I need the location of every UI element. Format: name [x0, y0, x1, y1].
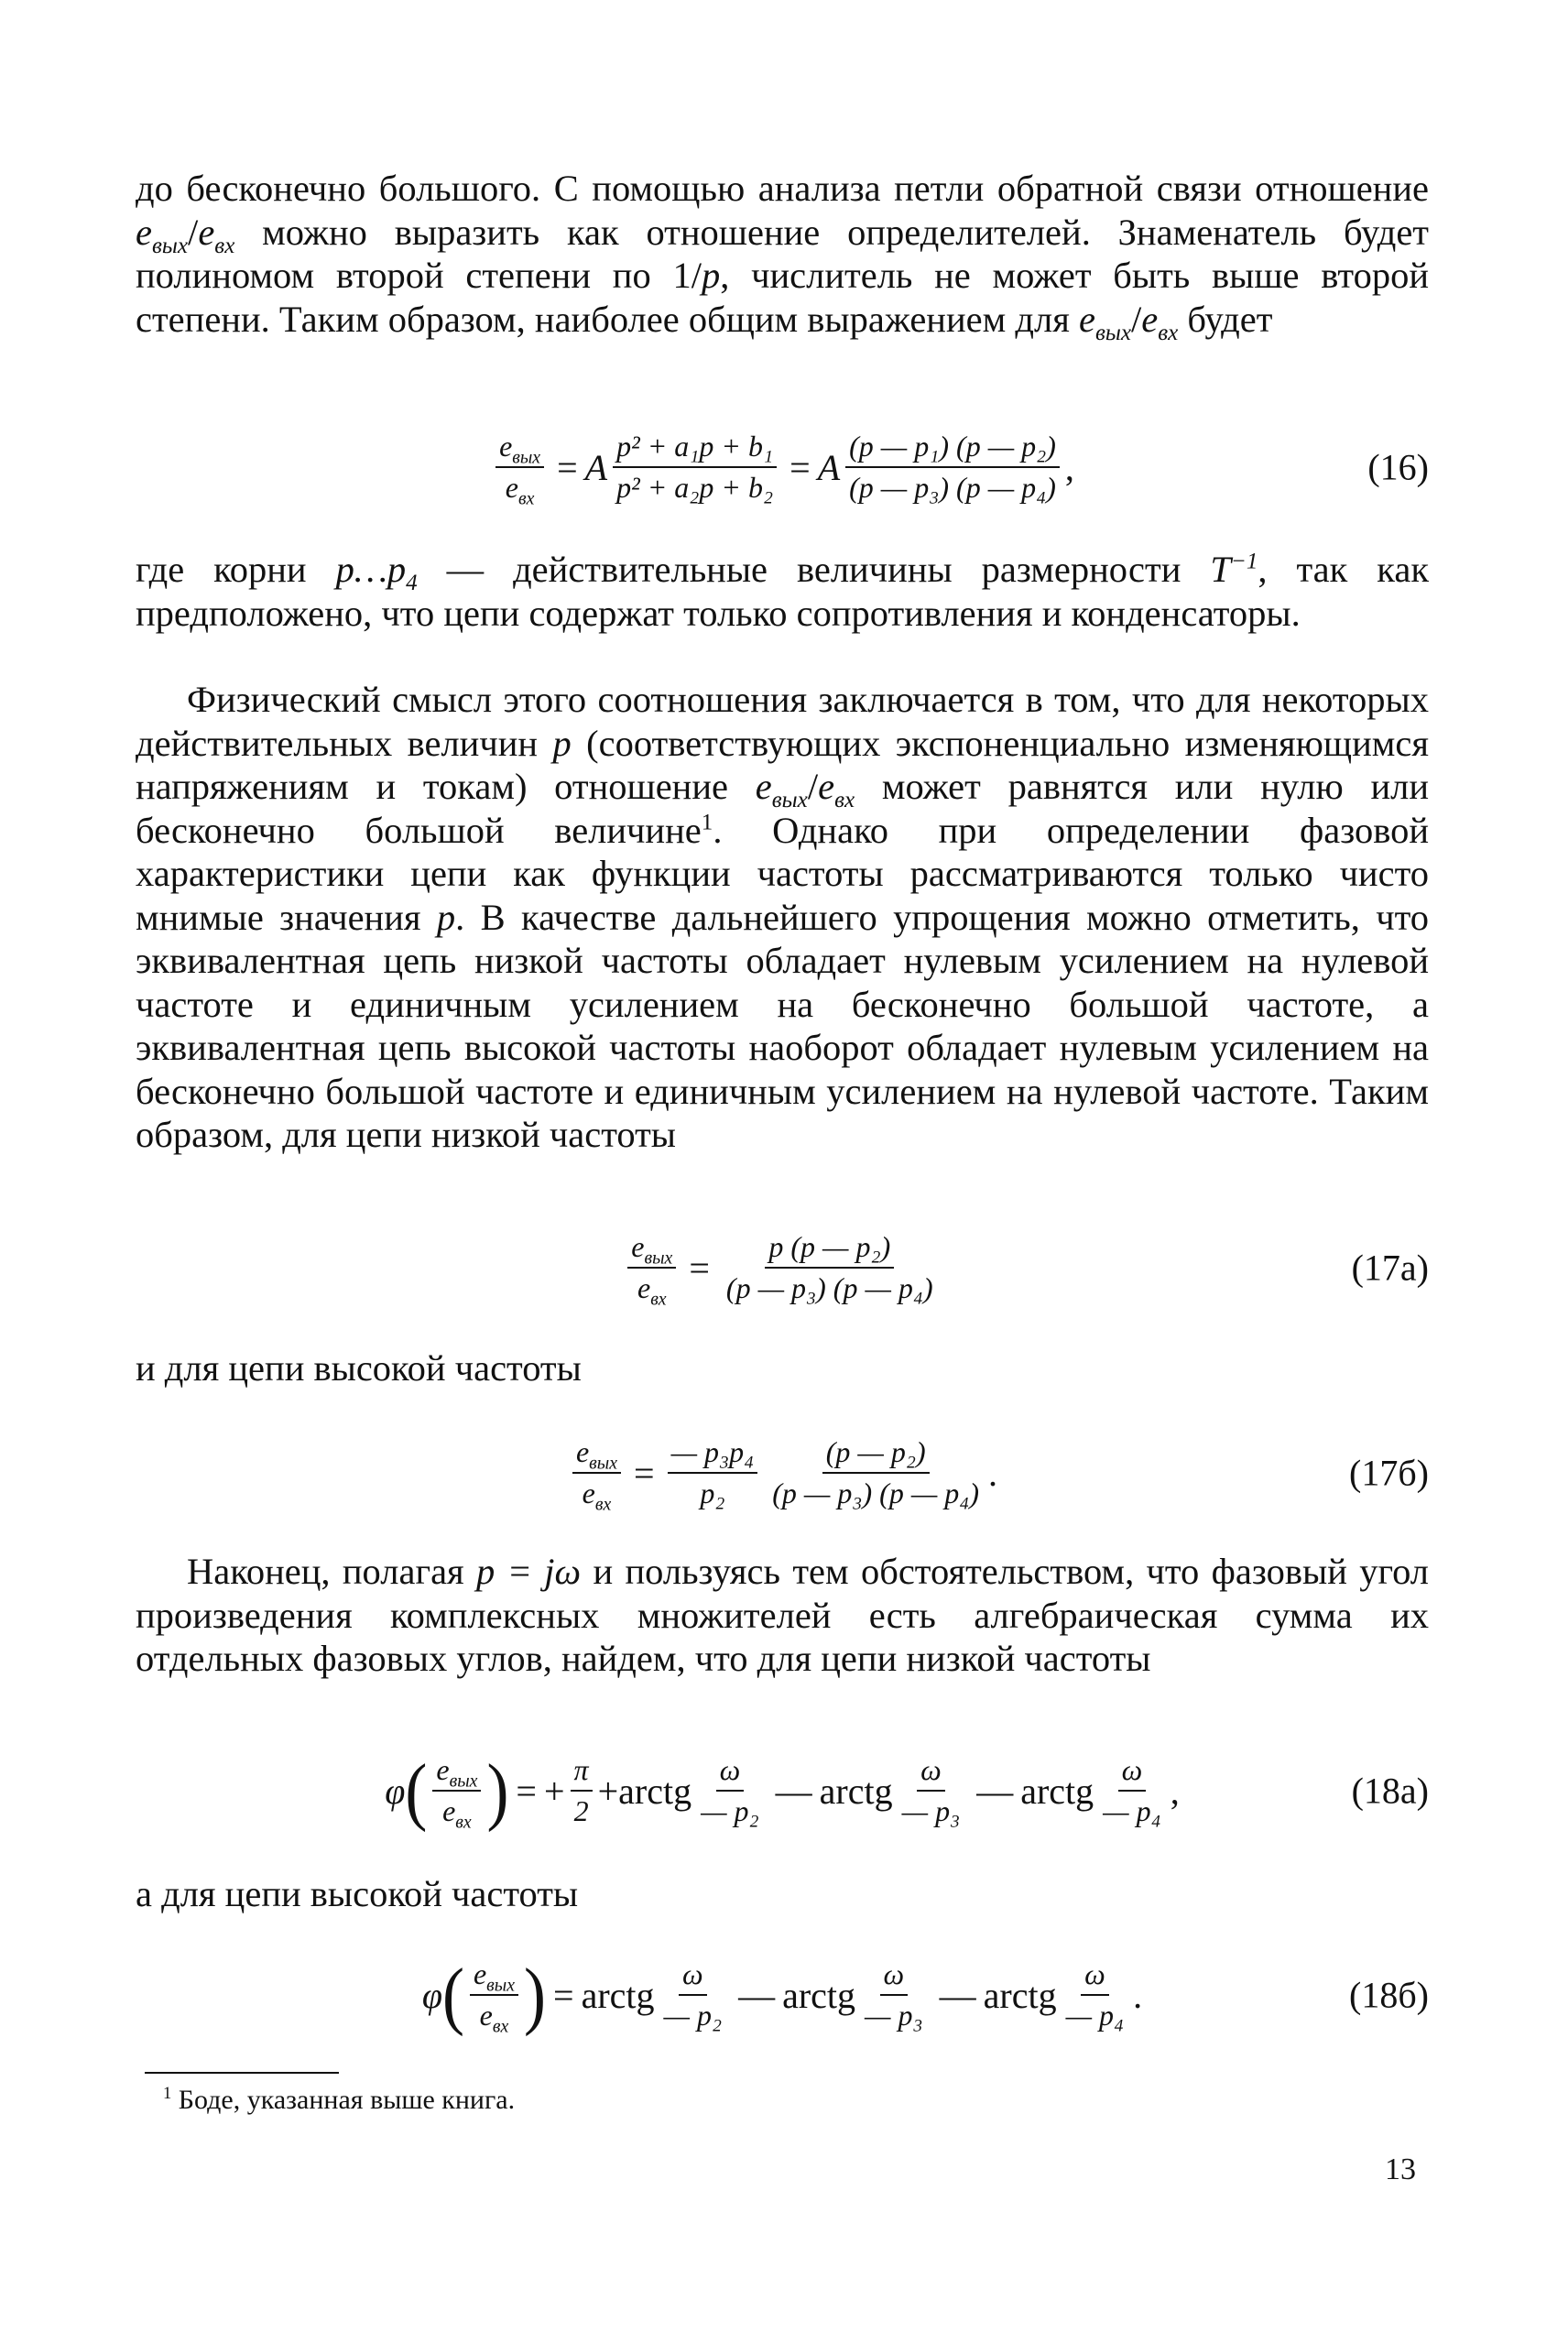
- equation-number: (16): [1367, 446, 1429, 488]
- paragraph-6: [136, 1872, 1429, 1916]
- arctg-function: arctg: [618, 1770, 692, 1812]
- arctg-argument-3: $\frac{\omega}{\text{— p₄}}$: [1103, 1753, 1161, 1827]
- page-number: 13: [1385, 2152, 1416, 2186]
- phi-symbol: φ: [421, 1974, 442, 2016]
- arctg-function: arctg: [819, 1770, 893, 1812]
- equals-sign: =: [789, 446, 811, 488]
- text: где корни: [136, 549, 336, 590]
- text: . В качестве дальнейшего упрощения можно отметить, что эквивалентная цепь низкой частоты обладает нулевым усилением на нулевой частоте и единичным усилением на бесконечно большой частоте, а эквивалентная цепь высокой частоты наоборот обладает нулевым усилением на бесконечно большой частоте и единичным усилением на нулевой частоте. Таким образом, для цепи низкой частоты: [136, 896, 1430, 1155]
- minus-sign: —: [939, 1974, 976, 2016]
- equation-number: (18б): [1349, 1974, 1429, 2016]
- p-equals-jw: p = jω: [476, 1551, 582, 1592]
- arctg-argument-2: $\frac{\omega}{\text{— p₃}}$: [901, 1753, 961, 1827]
- arctg-argument-2: $\frac{\omega}{\text{— p₃}}$: [865, 1957, 923, 2032]
- ratio-e-in: $e_{вх}$: [1141, 298, 1179, 345]
- equation-number: (17а): [1351, 1247, 1429, 1289]
- factored-fraction: $\frac{\text{(p — p₁) (p — p₂)}}{\text{(p — p₃) (p — p₄)}}$: [845, 430, 1060, 505]
- equation-16: [136, 423, 1429, 511]
- plus-sign: +: [543, 1770, 565, 1812]
- equation-17a: [136, 1224, 1429, 1312]
- paragraph-1: [136, 167, 1429, 345]
- period: .: [1133, 1974, 1143, 2016]
- text: Наконец, полагая: [187, 1551, 477, 1592]
- equation-18b: [136, 1949, 1429, 2041]
- roots: $p\dots p_4$: [335, 549, 418, 596]
- slash: /: [1131, 298, 1142, 340]
- ratio-e-in: $e_{вх}$: [818, 766, 855, 813]
- ratio-e-in: $e_{вх}$: [198, 211, 235, 258]
- text: (соответствующих экспоненциально изменяющимся напряжениям и токам) отношение: [136, 722, 1430, 807]
- text: , числитель не может быть выше второй степени. Таким образом, наиболее общим выражением для: [136, 255, 1429, 340]
- left-paren: (: [441, 1953, 464, 2037]
- text: и для цепи высокой частоты: [136, 1347, 582, 1389]
- text: а для цепи высокой частоты: [136, 1873, 579, 1914]
- text: до бесконечно большого. С помощью анализа петли обратной связи отношение: [136, 168, 1429, 209]
- footnote-text: Боде, указанная выше книга.: [171, 2085, 516, 2115]
- minus-sign: —: [775, 1770, 812, 1812]
- text: и пользуясь тем обстоятельством, что фазовый угол произведения комплексных множителей есть алгебраическая сумма их отдельных фазовых углов, найдем, что для цепи низкой частоты: [136, 1551, 1429, 1679]
- period: .: [988, 1452, 998, 1494]
- text: может равнятся или нулю или бесконечно большой величине: [136, 766, 1430, 851]
- footnote-mark: 1: [163, 2084, 172, 2103]
- var-p: p: [552, 722, 572, 764]
- comma: ,: [1064, 446, 1074, 488]
- coefficient-fraction: $\frac{\text{— p₃p₄}}{\text{p₂}}$: [668, 1435, 758, 1510]
- eout-ein-fraction: $\frac{e_{вых}}{e_{вх}}$: [495, 430, 544, 505]
- text: можно выразить как отношение определителей. Знаменатель будет полиномом второй степени по 1/: [136, 211, 1429, 296]
- coef-a: A: [584, 446, 608, 488]
- footnote-divider: [145, 2072, 339, 2074]
- footnote: [163, 2085, 515, 2116]
- arctg-argument-3: $\frac{\omega}{\text{— p₄}}$: [1065, 1957, 1125, 2032]
- slash: /: [807, 766, 819, 807]
- eout-ein-fraction: $\frac{e_{вых}}{e_{вх}}$: [572, 1435, 621, 1510]
- text: — действительные величины размерности: [417, 549, 1211, 590]
- equation-17b: [136, 1429, 1429, 1517]
- text: будет: [1178, 298, 1273, 340]
- paragraph-5: [136, 1550, 1429, 1681]
- ratio-e-out: $e_{вых}$: [1078, 298, 1131, 345]
- arctg-argument-1: $\frac{\omega}{\text{— p₂}}$: [701, 1753, 759, 1827]
- equation-number: (17б): [1349, 1452, 1429, 1494]
- equals-sign: =: [689, 1247, 710, 1289]
- pi-half-fraction: $\frac{\pi}{2}$: [571, 1753, 593, 1828]
- minus-sign: —: [738, 1974, 776, 2016]
- text: . Однако при определении фазовой характеристики цепи как функции частоты рассматриваются только чисто мнимые значения: [136, 809, 1429, 938]
- paragraph-2: [136, 548, 1429, 635]
- plus-sign: +: [597, 1770, 619, 1812]
- equation-18a: [136, 1745, 1429, 1836]
- dimension-t: $T^{-1}$: [1210, 549, 1258, 590]
- right-paren: ): [524, 1953, 546, 2037]
- slash: /: [188, 211, 199, 253]
- comma: ,: [1170, 1770, 1180, 1812]
- paragraph-3: [136, 678, 1429, 1157]
- ratio-e-out: $e_{вых}$: [136, 211, 189, 258]
- left-paren: (: [405, 1749, 428, 1833]
- eout-ein-fraction: $\frac{e_{вых}}{e_{вх}}$: [627, 1230, 676, 1305]
- equals-sign: =: [553, 1974, 574, 2016]
- text: , так как предположено, что цепи содержат только сопротивления и конденсаторы.: [136, 549, 1429, 634]
- coef-a: A: [817, 446, 841, 488]
- ratio-e-out: $e_{вых}$: [755, 766, 808, 813]
- equals-sign: =: [516, 1770, 537, 1812]
- equation-number: (18а): [1351, 1770, 1429, 1812]
- var-p: p: [436, 896, 456, 938]
- eout-ein-fraction: $\frac{e_{вых}}{e_{вх}}$: [470, 1957, 518, 2032]
- low-freq-fraction: $\frac{\text{p (p — p₂)}}{\text{(p — p₃) (p — p₄)}}$: [725, 1230, 933, 1304]
- footnote-ref: 1: [701, 810, 713, 834]
- polynomial-fraction: $\frac{\text{p² + a₁p + b₁}}{\text{p² + a₂p + b₂}}$: [613, 430, 777, 505]
- var-p: p: [701, 255, 721, 296]
- eout-ein-fraction: $\frac{e_{вых}}{e_{вх}}$: [432, 1753, 481, 1828]
- paragraph-4: [136, 1346, 1429, 1390]
- phi-symbol: φ: [385, 1770, 406, 1812]
- minus-sign: —: [976, 1770, 1014, 1812]
- arctg-argument-1: $\frac{\omega}{\text{— p₂}}$: [663, 1957, 723, 2032]
- high-freq-fraction: $\frac{\text{(p — p₂)}}{\text{(p — p₃) (p — p₄)}}$: [772, 1435, 980, 1509]
- equals-sign: =: [557, 446, 578, 488]
- arctg-function: arctg: [983, 1974, 1057, 2016]
- arctg-function: arctg: [1020, 1770, 1094, 1812]
- equals-sign: =: [634, 1452, 655, 1494]
- arctg-function: arctg: [782, 1974, 856, 2016]
- arctg-function: arctg: [581, 1974, 655, 2016]
- right-paren: ): [486, 1749, 509, 1833]
- text: Физический смысл этого соотношения заключается в том, что для некоторых действительных величин: [136, 679, 1429, 764]
